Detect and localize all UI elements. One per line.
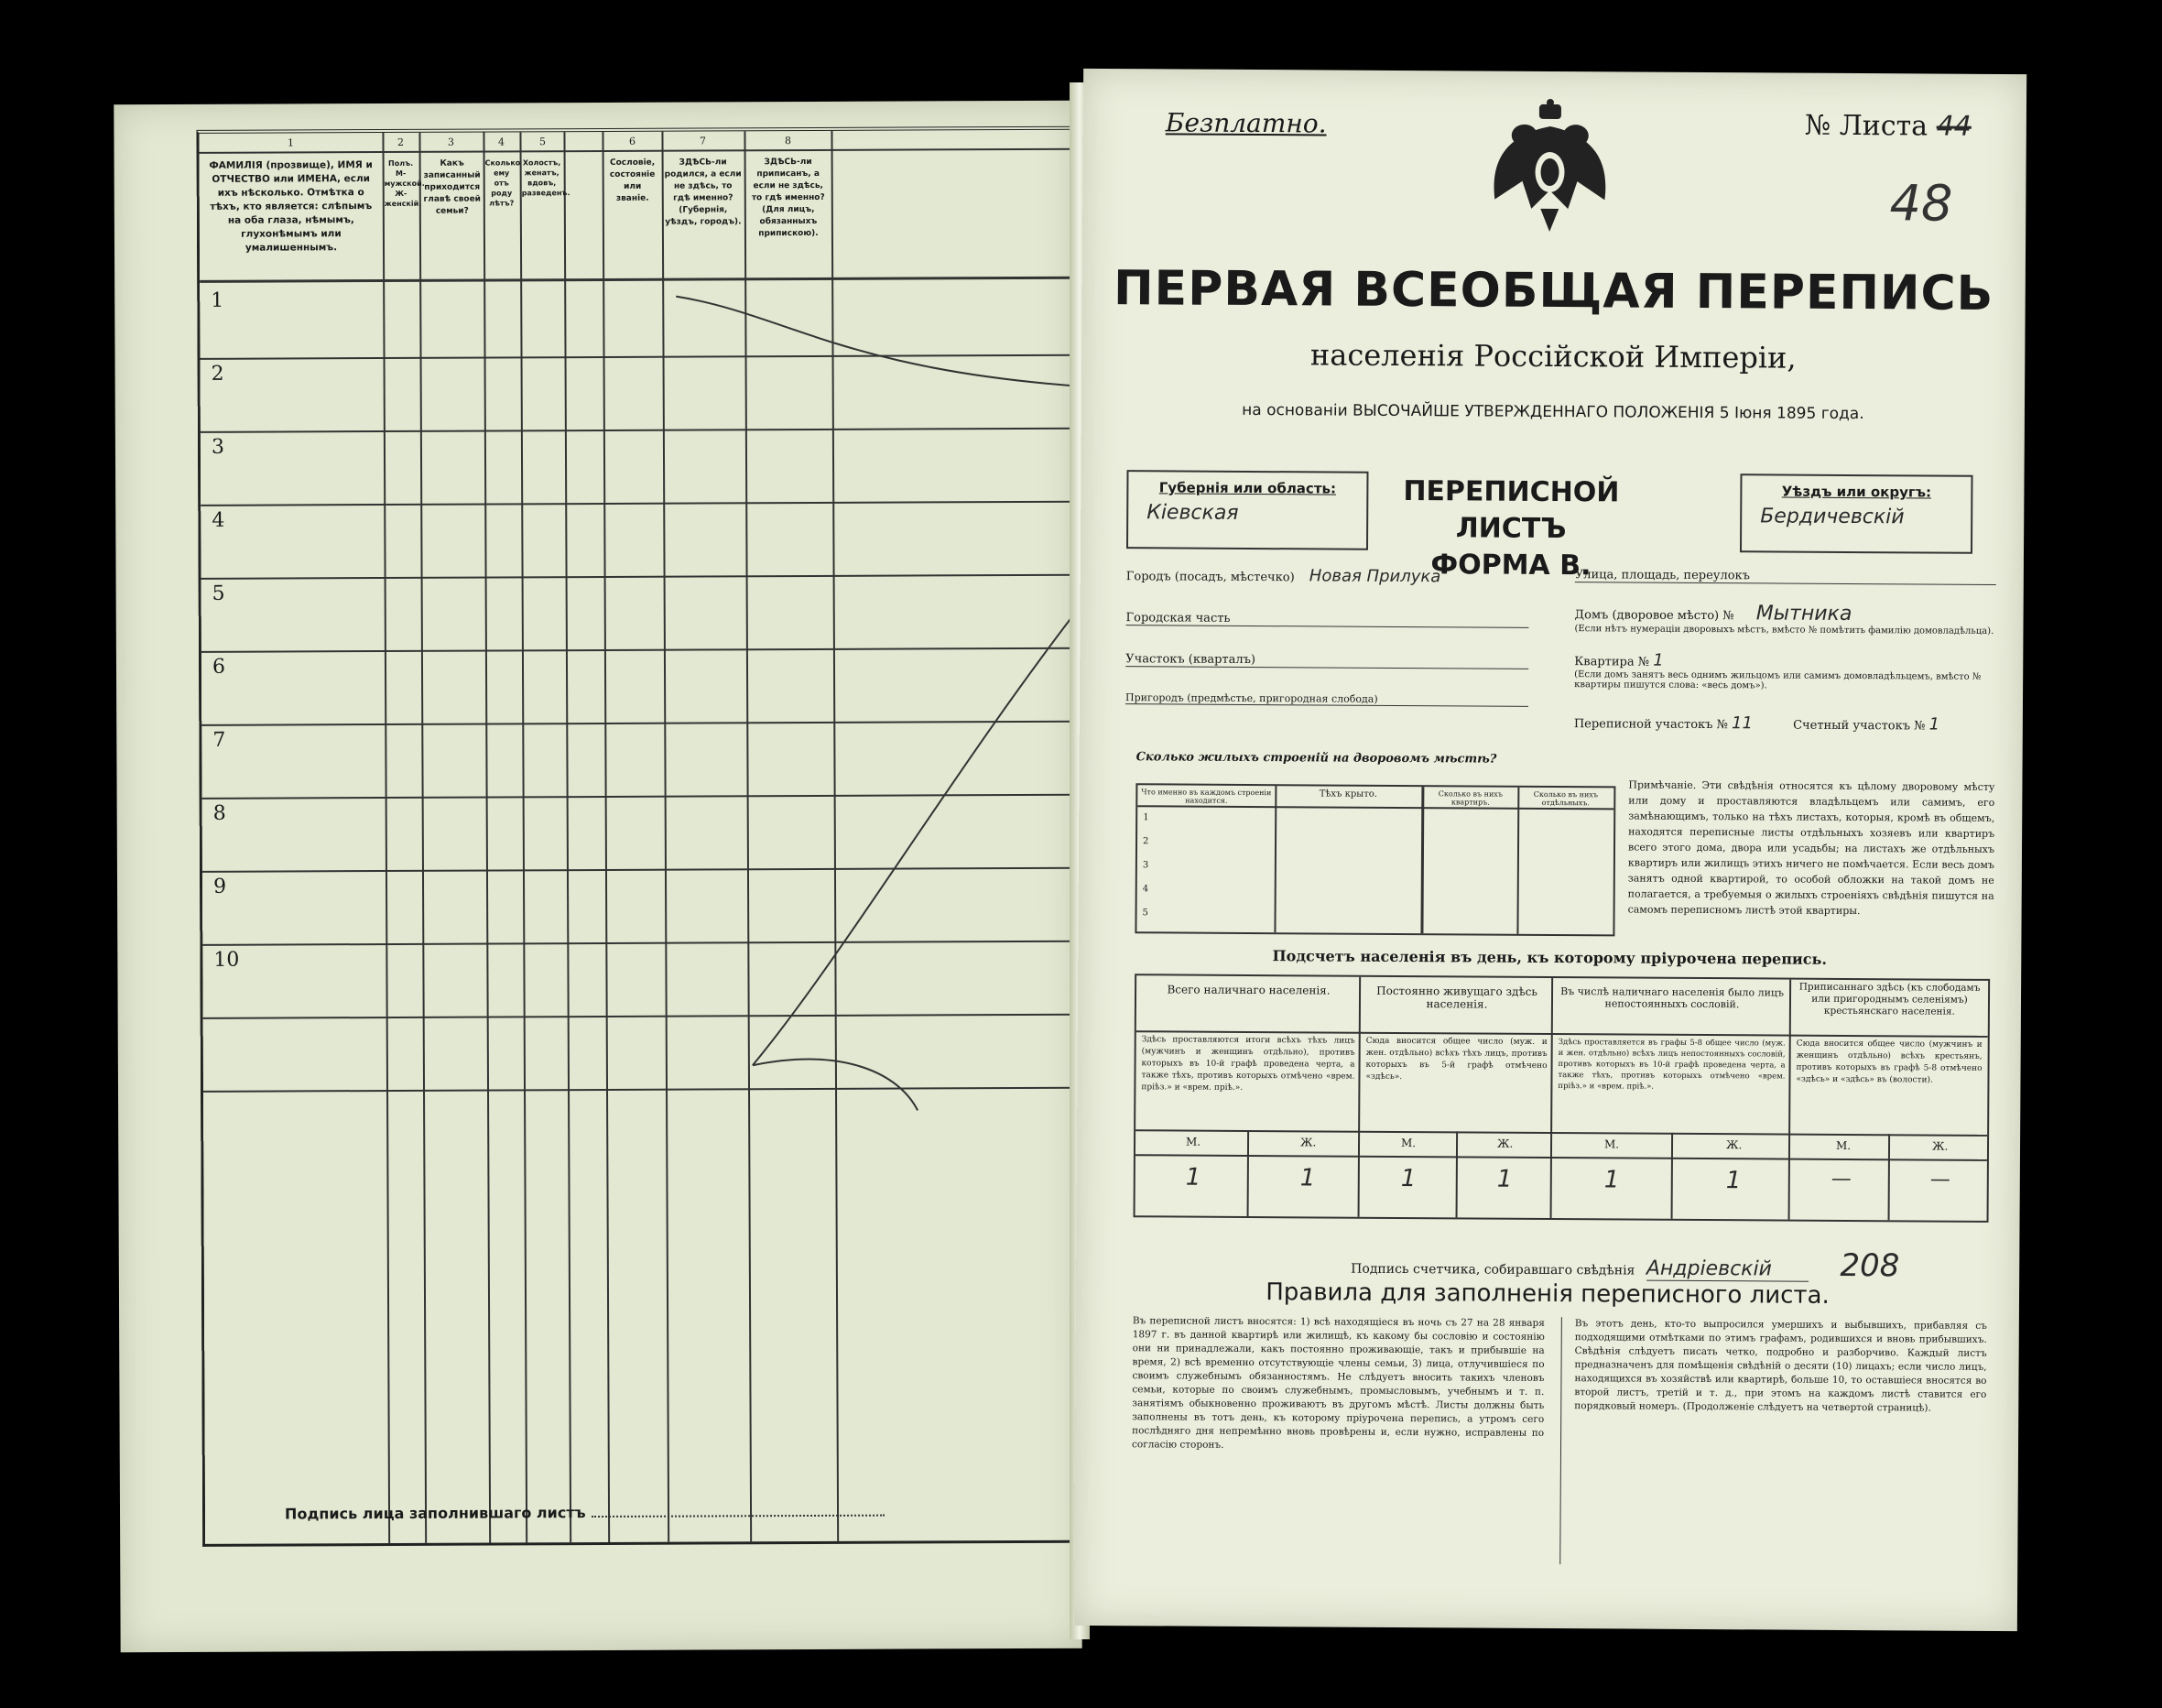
province-box	[1126, 470, 1369, 550]
buildings-header: Что именно въ каждомъ строеніи находится.	[1141, 788, 1272, 805]
street-field	[1575, 568, 1996, 585]
note-text: Примѣчаніе. Эти свѣдѣнія относятся къ цѣлому дворовому мѣсту или дому и проставляются владѣльцемъ или самимъ, его замѣнающимъ, только на тѣхъ листахъ, которыя, кромѣ въ общемъ, находятся переписные листы отдѣльныхъ хозяевъ или квартиръ всего этого дома, двора или усадьбы; на листахъ же отдѣльныхъ квартиръ или жилищъ этихъ ничего не помѣчается. Если весь домъ занятъ одной квартирой, то особой обложки на такой домъ не полагается, а требуемыя о жилыхъ строеніяхъ свѣдѣнія пишутся на самомъ переписномъ листѣ этой квартиры.	[1627, 778, 1995, 918]
row-number: 3	[211, 435, 225, 459]
census-area-value: 11	[1732, 713, 1754, 734]
col-number: 5	[538, 136, 547, 148]
buildings-row: 5	[1142, 908, 1148, 919]
count-value: 1	[1496, 1165, 1513, 1193]
census-area-field	[1574, 713, 1995, 734]
sex-label: М.	[1400, 1137, 1417, 1150]
col-header-age: Сколько ему отъ роду лѣтъ?	[484, 158, 521, 208]
col-header-registered: ЗДѢСЬ-ли приписанъ, а если не здѣсь, то гдѣ именно? (Для лицъ, обязанныхъ припискою).	[751, 157, 825, 239]
city-part-field	[1125, 611, 1528, 628]
buildings-row: 3	[1142, 860, 1149, 871]
signature-label: Подпись лица заполнившаго листъ	[284, 1504, 586, 1523]
rules-text-left: Въ переписной листъ вносятся: 1) всѣ находящіеся въ ночь съ 27 на 28 января 1897 г. въ данной квартирѣ или жилищѣ, къ какому бы сословію и состоянію они ни принадлежали, какъ постоянно проживающіе, такъ и прибывшіе на время, 2) всѣ временно отсутствующіе члены семьи, 3) лица, отлучившіеся по своимъ служебнымъ обязанностямъ. Не слѣдуетъ вносить такихъ членовъ семьи, которые по своимъ служебнымъ, промысловымъ, учебнымъ и т. п. занятіямъ обыкновенно проживаютъ въ другомъ мѣстѣ. Листы должны быть заполнены въ тотъ день, къ которому пріурочена перепись, а утромъ сего послѣдняго дня непремѣнно вновь провѣрены и, если нужно, исправлены по согласію сторонъ.	[1131, 1315, 1545, 1451]
legal-basis: на основаніи ВЫСОЧАЙШЕ УТВЕРЖДЕННАГО ПОЛОЖЕНІЯ 5 Іюня 1895 года.	[1242, 400, 1864, 424]
city-label: Городъ (посадъ, мѣстечко)	[1125, 570, 1295, 585]
count-value: 1	[1725, 1167, 1742, 1195]
free-label: Безплатно.	[1165, 107, 1327, 139]
buildings-question: Сколько жилыхъ строеній на дворовомъ мѣстѣ?	[1135, 750, 1497, 767]
count-value: 1	[1185, 1163, 1201, 1191]
double-headed-eagle-icon	[1485, 99, 1614, 237]
col-number: 2	[397, 136, 405, 148]
count-desc: Здѣсь проставляется въ графы 5-8 общее число (муж. и жен. отдѣльно) всѣхъ лицъ непостоянныхъ сословій, противъ которыхъ въ 10-й графѣ проведена черта, а также тѣхъ, противъ которыхъ отмѣчено «врем. пріѣз.» и «врем. пріѣ.».	[1558, 1038, 1786, 1092]
document-subtitle: населенія Россійской Имперіи,	[1309, 337, 1797, 375]
district-value: Бердичевскій	[1760, 505, 1905, 529]
col-number: 3	[447, 136, 455, 148]
precinct-label: Участокъ (кварталъ)	[1125, 652, 1256, 668]
count-value: 1	[1603, 1166, 1620, 1194]
count-header: Всего наличнаго населенія.	[1167, 983, 1331, 997]
district-box	[1740, 473, 1973, 554]
counter-signature	[1351, 1245, 1899, 1285]
col-number: 7	[699, 135, 707, 147]
house-field	[1574, 601, 1995, 636]
col-header-marital: Холостъ, женатъ, вдовъ, разведенъ.	[521, 158, 570, 198]
sheet-number	[1805, 110, 1972, 143]
buildings-header: Сколько въ нихъ отдѣльныхъ.	[1533, 789, 1598, 808]
apartment-note: (Если домъ занятъ весь однимъ жильцомъ или самимъ домовладѣльцемъ, вмѣсто № квартиры пишутся слова: «весь домъ»).	[1574, 669, 1982, 691]
sheet-title-line1: ПЕРЕПИСНОЙ ЛИСТЪ	[1403, 475, 1620, 546]
buildings-row: 1	[1143, 812, 1149, 823]
counting-area-label: Счетный участокъ №	[1793, 718, 1926, 734]
district-label: Уѣздъ или округъ:	[1781, 483, 1932, 501]
house-note: (Если нѣтъ нумераціи дворовыхъ мѣстъ, вмѣсто № помѣтить фамилію домовладѣльца).	[1574, 624, 1994, 636]
row-number: 7	[212, 728, 226, 752]
sex-label: Ж.	[1931, 1139, 1949, 1153]
person-table	[196, 126, 1087, 1547]
count-desc: Здѣсь проставляются итоги всѣхъ тѣхъ лицъ (мужчинъ и женщинъ отдѣльно), противъ которыхъ въ 10-й графѣ проведена черта, а также тѣхъ, противъ которыхъ отмѣчено «врем. пріѣз.» и «врем. пріѣ.».	[1141, 1035, 1355, 1093]
col-header-name: ФАМИЛІЯ (прозвище), ИМЯ и ОТЧЕСТВО или ИМЕНА, если ихъ нѣсколько. Отмѣтка о тѣхъ, кто является: слѣпымъ на оба глаза, нѣмымъ, глухонѣмымъ или умалишеннымъ.	[209, 159, 373, 254]
col-number: 1	[287, 136, 295, 149]
sex-label: М.	[1603, 1137, 1620, 1151]
sex-label: Ж.	[1725, 1138, 1743, 1152]
sheet-number-handwritten: 48	[1889, 174, 1953, 233]
count-table	[1134, 974, 1991, 1223]
rules-text-right: Въ этотъ день, кто-то выпросился умершихъ и выбывшихъ, прибавляя съ подходящими отмѣтками по этимъ графамъ, родившихся и вновь прибывшихъ. Свѣдѣнія слѣдуетъ писать четко, подробно и разборчиво. Каждый листъ предназначенъ для помѣщенія свѣдѣній о десяти (10) лицахъ; если число лицъ, находящихся въ хозяйствѣ или квартирѣ, больше 10, то оставшіеся вносятся во второй листъ, третій и т. д., при этомъ на каждомъ листѣ ставится его порядковый номеръ. (Продолженіе слѣдуетъ на четвертой страницѣ).	[1574, 1318, 1987, 1414]
count-value: 1	[1299, 1164, 1316, 1192]
col-number: 6	[628, 135, 636, 147]
city-field	[1126, 565, 1529, 587]
count-desc: Сюда вносится общее число (мужчинъ и женщинъ отдѣльно) всѣхъ крестьянъ, противъ которыхъ въ графѣ 5-8 отмѣчено «здѣсь» и «здѣсь» въ (волости).	[1796, 1039, 1983, 1085]
census-area-label: Переписной участокъ №	[1573, 717, 1728, 733]
sex-label: Ж.	[1300, 1136, 1317, 1149]
row-number: 10	[213, 948, 240, 972]
document-title: ПЕРВАЯ ВСЕОБЩАЯ ПЕРЕПИСЬ	[1113, 261, 1994, 321]
counter-sign-label: Подпись счетчика, собиравшаго свѣдѣнія	[1351, 1261, 1635, 1278]
rules-title: Правила для заполненія переписного листа.	[1266, 1278, 1830, 1310]
count-header: Приписаннаго здѣсь (къ слободамъ или пригороднымъ селеніямъ) крестьянскаго населенія.	[1798, 981, 1981, 1017]
count-value: —	[1929, 1168, 1950, 1191]
suburb-label: Пригородъ (предмѣстье, пригородная слобода)	[1124, 691, 1378, 705]
row-number: 5	[212, 582, 225, 605]
province-value: Кіевская	[1146, 501, 1239, 525]
col-header-birthplace: ЗДѢСЬ-ли родился, а если не здѣсь, то гдѣ именно? (Губернія, уѣздъ, городъ).	[664, 158, 742, 227]
row-number: 9	[212, 875, 227, 898]
buildings-table	[1135, 783, 1615, 936]
suburb-field	[1125, 691, 1528, 707]
buildings-header: Сколько въ нихъ квартиръ.	[1438, 789, 1503, 807]
apartment-field	[1574, 650, 1995, 692]
buildings-header: Тѣхъ крыто.	[1319, 789, 1378, 800]
count-header: Въ числѣ наличнаго населенія было лицъ непостоянныхъ сословій.	[1560, 985, 1785, 1011]
count-value: —	[1831, 1167, 1852, 1191]
buildings-row: 4	[1142, 884, 1149, 895]
sheet-number-label: № Листа	[1804, 109, 1928, 143]
row-number: 8	[212, 801, 226, 825]
city-part-label: Городская часть	[1125, 611, 1231, 626]
sex-label: М.	[1835, 1138, 1852, 1153]
street-label: Улица, площадь, переулокъ	[1574, 568, 1751, 583]
col-header-relation: Какъ записанный приходится главѣ своей семьи?	[423, 158, 482, 216]
house-value: Мытника	[1755, 602, 1852, 626]
sheet-title-line2: ФОРМА В.	[1430, 549, 1592, 582]
counter-number: 208	[1840, 1246, 1900, 1285]
sex-label: М.	[1186, 1135, 1201, 1148]
counter-sign-value: Андріевскій	[1646, 1257, 1809, 1282]
precinct-field	[1125, 652, 1528, 669]
buildings-row: 2	[1143, 836, 1149, 847]
sheet-number-struck: 44	[1936, 110, 1972, 143]
city-value: Новая Прилука	[1309, 566, 1441, 587]
apartment-value: 1	[1653, 650, 1664, 670]
count-title: Подсчетъ населенія въ день, къ которому пріурочена перепись.	[1272, 947, 1828, 968]
left-signature	[285, 1503, 885, 1523]
apartment-label: Квартира №	[1574, 655, 1650, 669]
count-desc: Сюда вносится общее число (муж. и жен. отдѣльно) всѣхъ тѣхъ лицъ, противъ которыхъ въ 5-й графѣ отмѣчено «здѣсь».	[1365, 1036, 1548, 1082]
row-number: 1	[211, 288, 224, 312]
row-number: 6	[212, 655, 226, 679]
counting-area-value: 1	[1928, 714, 1940, 734]
row-number: 4	[212, 508, 225, 532]
province-label: Губернія или область:	[1158, 479, 1337, 497]
count-value: 1	[1400, 1165, 1417, 1193]
left-page	[114, 101, 1081, 1653]
sex-label: Ж.	[1496, 1137, 1514, 1150]
col-header-estate: Сословіе, состояніе или званіе.	[609, 158, 656, 203]
count-header: Постоянно живущаго здѣсь населенія.	[1376, 984, 1537, 1011]
col-header-sex: Полъ. М-мужской. Ж-женскій.	[384, 158, 425, 209]
row-number: 2	[211, 362, 224, 386]
col-number: 4	[497, 136, 505, 148]
house-label: Домъ (дворовое мѣсто) №	[1574, 608, 1734, 624]
col-number: 8	[784, 135, 792, 147]
right-page	[1074, 69, 2026, 1631]
pen-strokes	[199, 130, 1084, 1544]
